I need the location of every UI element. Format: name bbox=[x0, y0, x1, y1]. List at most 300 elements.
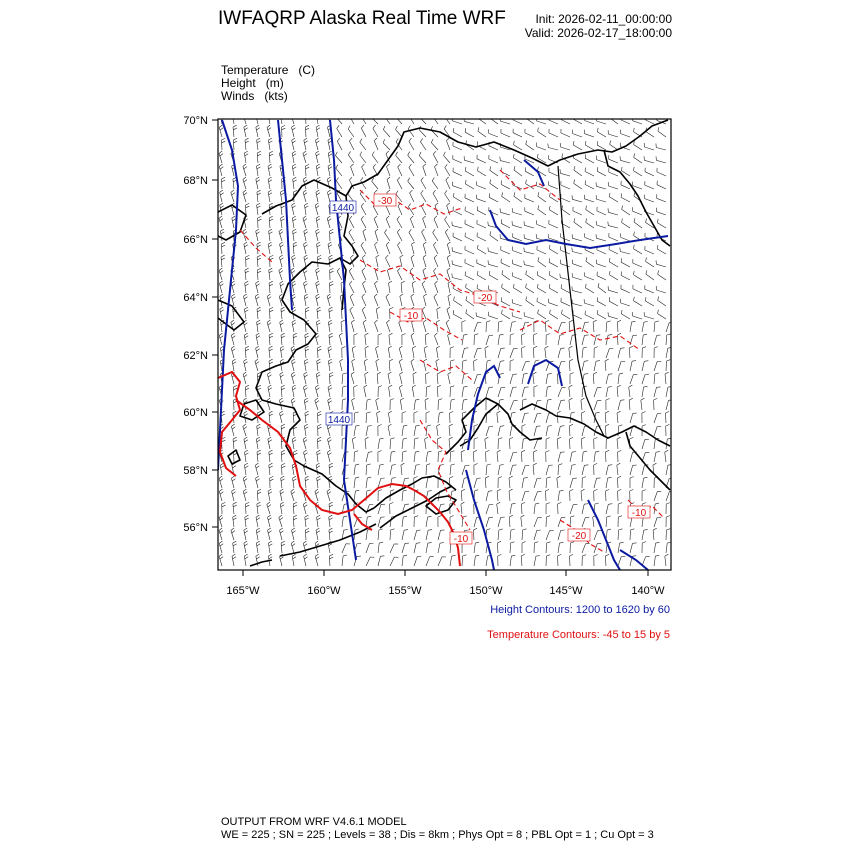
wind-barb-feather bbox=[533, 372, 537, 374]
wind-barb-feather bbox=[411, 333, 414, 336]
wind-barb-feather bbox=[451, 360, 455, 361]
wind-barb-feather bbox=[411, 294, 414, 297]
wind-barb bbox=[360, 155, 366, 163]
wind-barb bbox=[561, 133, 570, 137]
wind-barb bbox=[514, 170, 522, 176]
wind-barb bbox=[445, 220, 450, 228]
wind-barb bbox=[534, 518, 538, 527]
wind-barb bbox=[318, 348, 319, 358]
wind-barb-feather bbox=[538, 310, 539, 314]
wind-barb-feather bbox=[389, 385, 393, 387]
wind-barb-feather bbox=[269, 193, 272, 195]
wind-barb bbox=[557, 478, 558, 488]
wind-barb-feather bbox=[383, 139, 385, 143]
wind-barb bbox=[570, 335, 572, 345]
wind-barb bbox=[486, 322, 487, 332]
wind-barb-feather bbox=[400, 255, 403, 257]
wind-barb bbox=[478, 171, 487, 176]
wind-barb bbox=[572, 290, 582, 293]
wind-barb-feather bbox=[257, 154, 261, 156]
wind-barb-feather bbox=[375, 320, 378, 323]
wind-barb-feather bbox=[279, 255, 282, 257]
wind-barb bbox=[437, 387, 438, 397]
wind-barb bbox=[246, 205, 247, 215]
wind-barb-feather bbox=[339, 333, 342, 335]
wind-barb bbox=[436, 322, 438, 332]
wind-barb bbox=[657, 212, 666, 215]
wind-barb-feather bbox=[328, 453, 331, 455]
wind-barb bbox=[438, 543, 440, 553]
wind-barb-feather bbox=[488, 247, 489, 251]
wind-barb-feather bbox=[244, 245, 247, 247]
wind-barb-feather bbox=[500, 426, 504, 427]
wind-barb bbox=[462, 556, 463, 566]
wind-barb-feather bbox=[667, 334, 671, 335]
wind-barb bbox=[500, 212, 510, 215]
wind-barb-feather bbox=[365, 372, 369, 374]
wind-barb bbox=[569, 400, 570, 410]
temperature-label: -20 bbox=[571, 531, 587, 542]
wind-barb bbox=[292, 218, 294, 228]
wind-barb-feather bbox=[329, 115, 332, 117]
wind-barb bbox=[402, 439, 403, 449]
wind-barb-feather bbox=[362, 294, 365, 297]
wind-barb bbox=[606, 349, 609, 358]
wind-barb bbox=[550, 314, 558, 319]
wind-barb-feather bbox=[317, 359, 321, 361]
wind-barb bbox=[412, 322, 414, 332]
wind-barb bbox=[574, 183, 582, 189]
wind-barb-feather bbox=[569, 385, 573, 387]
wind-barb bbox=[233, 543, 234, 553]
wind-barb bbox=[510, 530, 511, 540]
wind-barb-feather bbox=[280, 414, 283, 416]
wind-barb-feather bbox=[305, 112, 309, 114]
wind-barb-feather bbox=[634, 154, 635, 158]
wind-barb-feather bbox=[605, 359, 609, 361]
wind-barb-feather bbox=[246, 258, 250, 260]
wind-barb bbox=[257, 504, 258, 514]
wind-barb-feather bbox=[281, 388, 285, 390]
latitude-tick-label: 66°N bbox=[183, 234, 208, 246]
wind-barb-feather bbox=[428, 451, 432, 452]
wind-barb bbox=[666, 465, 668, 475]
wind-barb-feather bbox=[399, 346, 402, 348]
wind-barb-feather bbox=[256, 554, 259, 556]
wind-barb bbox=[433, 245, 438, 254]
wind-barb bbox=[558, 465, 559, 475]
wind-barb-feather bbox=[380, 438, 384, 439]
wind-barb-feather bbox=[574, 218, 575, 222]
wind-barb bbox=[557, 439, 558, 449]
wind-barb-feather bbox=[329, 258, 333, 260]
wind-barb bbox=[645, 250, 654, 254]
wind-barb-feather bbox=[222, 245, 226, 247]
wind-barb-feather bbox=[305, 349, 309, 351]
wind-barb-feather bbox=[452, 222, 453, 226]
map-content bbox=[218, 112, 673, 570]
wind-barb bbox=[585, 134, 594, 137]
wind-barb-feather bbox=[521, 450, 525, 452]
wind-barb-feather bbox=[415, 399, 419, 400]
wind-barb-feather bbox=[536, 556, 540, 557]
wind-barb-feather bbox=[463, 516, 467, 517]
wind-barb-feather bbox=[232, 193, 235, 196]
wind-barb-feather bbox=[425, 398, 429, 400]
wind-barb-feather bbox=[328, 401, 331, 403]
wind-barb-feather bbox=[434, 255, 437, 258]
wind-barb-feather bbox=[282, 463, 286, 465]
wind-barb bbox=[526, 274, 534, 280]
wind-barb-feather bbox=[437, 385, 441, 387]
wind-barb bbox=[233, 127, 234, 137]
wind-barb-feather bbox=[402, 412, 406, 413]
wind-barb-feather bbox=[400, 398, 404, 400]
wind-barb-feather bbox=[256, 541, 259, 543]
wind-barb bbox=[350, 297, 354, 306]
wind-barb-feather bbox=[303, 151, 306, 154]
wind-barb-feather bbox=[330, 232, 334, 234]
wind-barb-feather bbox=[233, 411, 237, 413]
wind-barb-feather bbox=[222, 180, 226, 182]
wind-barb bbox=[305, 322, 306, 332]
wind-barb-feather bbox=[653, 528, 657, 530]
wind-barb-feather bbox=[315, 203, 318, 205]
wind-barb-feather bbox=[328, 476, 332, 478]
wind-barb bbox=[350, 310, 354, 319]
wind-barb-feather bbox=[585, 154, 586, 158]
wind-barb-feather bbox=[305, 528, 309, 530]
wind-barb bbox=[477, 237, 486, 241]
wind-barb-feather bbox=[490, 179, 491, 183]
wind-barb bbox=[397, 232, 402, 241]
wind-barb-feather bbox=[411, 359, 414, 362]
wind-barb-feather bbox=[632, 321, 636, 322]
wind-barb bbox=[317, 309, 318, 319]
wind-barb bbox=[362, 167, 366, 176]
coastline bbox=[218, 120, 670, 566]
wind-barb-feather bbox=[609, 297, 610, 301]
wind-barb-feather bbox=[245, 440, 248, 442]
wind-barb-feather bbox=[256, 528, 260, 530]
wind-barb bbox=[328, 400, 330, 410]
wind-barb-feather bbox=[292, 128, 295, 130]
wind-barb-feather bbox=[378, 425, 382, 427]
wind-barb-feather bbox=[316, 151, 319, 153]
wind-barb bbox=[244, 439, 246, 449]
wind-barb bbox=[645, 199, 654, 202]
wind-barb-feather bbox=[316, 190, 319, 192]
wind-barb-feather bbox=[256, 466, 259, 468]
wind-barb-feather bbox=[497, 489, 501, 491]
wind-barb bbox=[557, 413, 558, 423]
wind-barb bbox=[474, 349, 477, 358]
wind-barb-feather bbox=[318, 414, 322, 416]
wind-barb bbox=[453, 159, 462, 163]
wind-barb-feather bbox=[435, 164, 438, 167]
wind-barb bbox=[549, 262, 558, 267]
wind-barb bbox=[336, 168, 342, 176]
wind-barb-feather bbox=[293, 515, 297, 517]
wind-barb-feather bbox=[618, 516, 622, 517]
wind-barb-feather bbox=[656, 542, 660, 543]
wind-barb-feather bbox=[329, 466, 333, 468]
wind-barb bbox=[665, 556, 666, 566]
wind-barb-feather bbox=[219, 476, 222, 478]
wind-barb-feather bbox=[316, 206, 319, 209]
wind-barb bbox=[549, 133, 558, 137]
wind-barb bbox=[422, 284, 426, 293]
wind-barb-feather bbox=[523, 529, 527, 530]
wind-barb-feather bbox=[330, 557, 334, 559]
wind-barb bbox=[365, 374, 366, 384]
wind-barb-feather bbox=[451, 386, 455, 387]
wind-barb-feather bbox=[420, 138, 422, 141]
wind-barb bbox=[452, 264, 462, 267]
wind-barb-feather bbox=[315, 398, 318, 401]
wind-barb bbox=[634, 145, 642, 150]
wind-barb-feather bbox=[348, 126, 350, 129]
wind-barb bbox=[509, 478, 510, 488]
wind-barb bbox=[386, 245, 390, 254]
wind-barb-feather bbox=[497, 450, 501, 452]
wind-barb bbox=[594, 361, 596, 371]
wind-barb bbox=[622, 223, 630, 229]
wind-barb-feather bbox=[364, 359, 367, 361]
wind-barb bbox=[462, 348, 464, 358]
wind-barb bbox=[657, 172, 666, 176]
wind-barb-feather bbox=[349, 112, 352, 115]
wind-barb-feather bbox=[233, 557, 236, 559]
wind-barb-feather bbox=[355, 529, 359, 530]
wind-barb-feather bbox=[608, 477, 612, 478]
wind-barb-feather bbox=[294, 450, 298, 452]
wind-barb-feather bbox=[561, 284, 562, 288]
wind-barb bbox=[257, 309, 258, 319]
wind-barb bbox=[342, 544, 346, 553]
wind-barb bbox=[423, 167, 426, 177]
wind-barb-feather bbox=[557, 411, 561, 413]
wind-barb-feather bbox=[221, 232, 224, 234]
wind-barb-feather bbox=[269, 466, 273, 468]
wind-barb bbox=[609, 172, 618, 176]
wind-barb-feather bbox=[269, 453, 273, 455]
wind-barb-feather bbox=[269, 232, 272, 234]
wind-barb bbox=[437, 426, 438, 436]
wind-barb bbox=[348, 155, 354, 163]
wind-barb-feather bbox=[337, 268, 340, 271]
wind-barb-feather bbox=[435, 203, 438, 206]
wind-barb bbox=[281, 218, 282, 228]
wind-barb-feather bbox=[257, 502, 261, 504]
wind-barb-feather bbox=[219, 554, 222, 556]
wind-barb bbox=[572, 277, 582, 280]
wind-barb-feather bbox=[634, 218, 635, 222]
wind-barb bbox=[510, 401, 514, 410]
wind-barb-feather bbox=[245, 557, 248, 559]
wind-barb-feather bbox=[403, 516, 407, 517]
wind-barb-feather bbox=[245, 281, 249, 283]
wind-barb bbox=[574, 222, 582, 228]
wind-barb bbox=[409, 167, 414, 176]
wind-barb-feather bbox=[524, 261, 525, 265]
wind-barb-feather bbox=[510, 334, 514, 335]
latitude-tick-label: 62°N bbox=[183, 350, 208, 362]
wind-barb-feather bbox=[538, 257, 539, 261]
wind-barb-feather bbox=[292, 206, 295, 208]
wind-barb-feather bbox=[292, 531, 295, 533]
wind-barb-feather bbox=[291, 489, 294, 492]
wind-barb bbox=[445, 194, 450, 202]
wind-barb bbox=[644, 160, 654, 163]
wind-barb-feather bbox=[317, 193, 320, 195]
wind-barb bbox=[485, 348, 486, 358]
wind-barb bbox=[522, 387, 525, 397]
wind-barb-feather bbox=[279, 515, 282, 518]
wind-barb bbox=[642, 387, 644, 397]
wind-barb-feather bbox=[305, 414, 309, 416]
wind-barb-feather bbox=[570, 554, 574, 556]
wind-barb-feather bbox=[268, 528, 271, 530]
wind-barb-feather bbox=[655, 555, 659, 556]
wind-barb-feather bbox=[343, 555, 347, 556]
wind-barb-feather bbox=[667, 360, 671, 361]
wind-barb-feather bbox=[306, 531, 310, 533]
wind-barb-feather bbox=[244, 414, 247, 416]
wind-barb-feather bbox=[533, 346, 537, 348]
wind-barb bbox=[522, 323, 525, 333]
wind-barb bbox=[617, 478, 618, 488]
wind-barb bbox=[621, 289, 630, 293]
wind-barb bbox=[570, 478, 573, 488]
wind-barb-feather bbox=[292, 385, 295, 387]
wind-barb bbox=[572, 238, 582, 241]
wind-barb-feather bbox=[399, 385, 402, 387]
wind-barb-feather bbox=[316, 372, 319, 374]
wind-barb bbox=[597, 250, 606, 254]
wind-barb bbox=[537, 147, 546, 150]
wind-barb-feather bbox=[605, 450, 609, 452]
wind-barb bbox=[304, 140, 306, 150]
wind-barb-feather bbox=[244, 323, 247, 325]
wind-barb bbox=[573, 315, 582, 319]
wind-barb-feather bbox=[233, 544, 237, 546]
wind-barb bbox=[376, 257, 378, 267]
wind-barb bbox=[584, 303, 594, 306]
wind-barb bbox=[569, 387, 570, 397]
wind-barb-feather bbox=[292, 203, 295, 205]
wind-barb-feather bbox=[304, 271, 307, 273]
wind-barb-feather bbox=[617, 385, 621, 387]
wind-barb-feather bbox=[374, 294, 377, 297]
wind-barb bbox=[328, 322, 330, 332]
wind-barb-feather bbox=[305, 479, 309, 481]
wind-barb-feather bbox=[642, 542, 646, 543]
wind-barb-feather bbox=[269, 268, 273, 270]
wind-barb bbox=[414, 452, 415, 462]
wind-barb bbox=[317, 244, 318, 254]
wind-barb bbox=[509, 439, 510, 449]
wind-barb bbox=[352, 361, 354, 371]
wind-barb bbox=[232, 361, 234, 371]
wind-barb-feather bbox=[500, 465, 504, 466]
wind-barb-feather bbox=[257, 489, 261, 491]
wind-barb-feather bbox=[303, 541, 306, 543]
wind-barb-feather bbox=[269, 216, 273, 218]
wind-barb-feather bbox=[362, 268, 365, 271]
wind-barb bbox=[620, 252, 630, 255]
wind-barb-feather bbox=[318, 427, 322, 429]
wind-barb bbox=[316, 530, 318, 540]
wind-barb-feather bbox=[317, 453, 321, 455]
wind-barb-feather bbox=[219, 515, 222, 518]
wind-barb-feather bbox=[432, 112, 434, 115]
wind-barb-feather bbox=[362, 164, 365, 167]
wind-barb-feather bbox=[268, 242, 271, 244]
wind-barb-feather bbox=[533, 450, 537, 452]
wind-barb bbox=[474, 517, 477, 527]
wind-barb-feather bbox=[352, 437, 356, 439]
wind-barb bbox=[461, 491, 462, 501]
wind-barb-feather bbox=[232, 554, 235, 556]
wind-barb-feather bbox=[398, 268, 401, 271]
wind-barb-feather bbox=[413, 372, 417, 374]
wind-barb-feather bbox=[316, 557, 319, 559]
wind-barb-feather bbox=[316, 141, 319, 143]
wind-barb bbox=[562, 314, 571, 319]
wind-barb-feather bbox=[594, 437, 598, 439]
wind-barb bbox=[546, 374, 548, 384]
wind-barb bbox=[438, 413, 439, 423]
wind-barb-feather bbox=[546, 489, 550, 491]
wind-barb bbox=[365, 335, 366, 345]
wind-barb bbox=[447, 244, 450, 254]
wind-barb-feather bbox=[256, 297, 259, 299]
wind-barb-feather bbox=[437, 307, 441, 309]
wind-barb bbox=[435, 284, 438, 293]
wind-barb bbox=[488, 251, 498, 254]
wind-barb-feather bbox=[220, 229, 224, 231]
wind-barb bbox=[413, 374, 414, 384]
wind-barb-feather bbox=[597, 167, 598, 171]
wind-barb-feather bbox=[221, 177, 225, 179]
wind-barb-feather bbox=[526, 271, 527, 275]
wind-barb bbox=[329, 374, 330, 384]
wind-barb-feather bbox=[279, 268, 282, 271]
wind-barb-feather bbox=[549, 284, 550, 288]
wind-barb-feather bbox=[478, 167, 479, 171]
wind-barb bbox=[656, 264, 666, 267]
wind-barb-feather bbox=[389, 359, 393, 361]
wind-barb bbox=[450, 452, 451, 462]
wind-barb-feather bbox=[292, 359, 295, 361]
longitude-tick-label: 145°W bbox=[549, 585, 583, 597]
wind-barb-feather bbox=[380, 556, 384, 557]
wind-barb bbox=[500, 161, 510, 163]
wind-barb-feather bbox=[257, 167, 261, 169]
wind-barb-feather bbox=[657, 219, 658, 223]
wind-barb bbox=[596, 186, 606, 189]
wind-barb bbox=[666, 400, 669, 410]
wind-barb-feather bbox=[280, 323, 283, 325]
wind-barb-feather bbox=[658, 310, 659, 314]
wind-barb bbox=[513, 158, 522, 163]
wind-barb bbox=[510, 387, 513, 397]
wind-barb bbox=[465, 132, 474, 137]
wind-barb-feather bbox=[349, 177, 352, 180]
wind-barb-feather bbox=[521, 502, 525, 504]
wind-barb bbox=[387, 270, 390, 280]
